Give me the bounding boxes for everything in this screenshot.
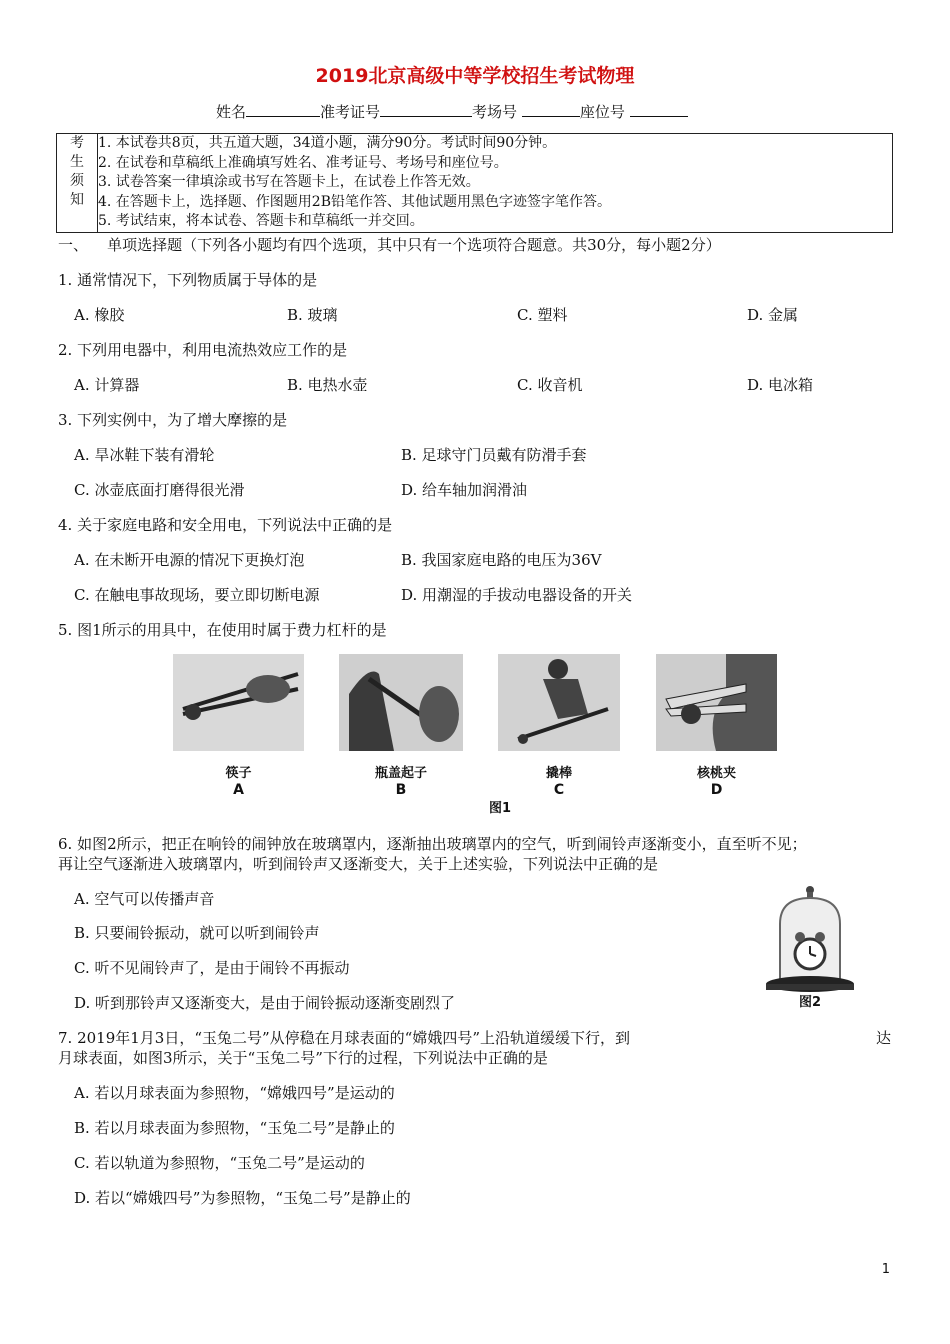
option: D. 听到那铃声又逐渐变大，是由于闹铃振动逐渐变剧烈了 [74, 994, 456, 1012]
bell-jar-image [760, 884, 860, 1008]
question-stem-end: 达 [876, 1029, 892, 1047]
figure-2-caption: 图2 [798, 995, 822, 1010]
option: B. 电热水壶 [287, 376, 368, 394]
question-stem: 再让空气逐渐进入玻璃罩内，听到闹铃声又逐渐变大，关于上述实验，下列说法中正确的是 [58, 855, 659, 873]
figure-1-item-letter: A [233, 782, 244, 798]
section-number: 一、 [58, 236, 89, 254]
option: C. 听不见闹铃声了，是由于闹铃不再振动 [74, 959, 350, 977]
question-stem: 2. 下列用电器中，利用电流热效应工作的是 [58, 341, 348, 359]
question-stem: 6. 如图2所示，把正在响铃的闹钟放在玻璃罩内，逐渐抽出玻璃罩内的空气，听到闹铃声逐渐变小，直至听不见； [58, 835, 807, 853]
seat-label: 座位号 [579, 103, 625, 121]
figure-1-item-letter: C [553, 782, 565, 798]
question-stem: 4. 关于家庭电路和安全用电，下列说法中正确的是 [58, 516, 393, 534]
option: A. 空气可以传播声音 [74, 890, 215, 908]
option: D. 金属 [747, 306, 799, 324]
notice-side-char: 须 [70, 173, 84, 189]
question-stem: 7. 2019年1月3日，“玉兔二号”从停稳在月球表面的“嫦娥四号”上沿轨道缓缓下行，到 [58, 1029, 631, 1047]
figure-1-caption: 图1 [488, 801, 512, 816]
option: D. 若以“嫦娥四号”为参照物，“玉兔二号”是静止的 [74, 1189, 411, 1207]
question-stem: 月球表面，如图3所示，关于“玉兔二号”下行的过程，下列说法中正确的是 [58, 1049, 548, 1067]
option: A. 旱冰鞋下装有滑轮 [74, 446, 215, 464]
page-number: 1 [881, 1262, 890, 1277]
section-heading [58, 234, 721, 255]
candidate-info-line [216, 101, 688, 122]
room-blank [522, 102, 580, 117]
option: D. 给车轴加润滑油 [401, 481, 528, 499]
notice-item: 5. 考试结束，将本试卷、答题卡和草稿纸一并交回。 [98, 213, 424, 229]
seat-blank [630, 102, 688, 117]
exam-id-blank [380, 102, 472, 117]
nutcracker-image [656, 654, 777, 751]
chopsticks-image [173, 654, 304, 751]
section-title: 单项选择题（下列各小题均有四个选项，其中只有一个选项符合题意。共30分，每小题2分） [107, 236, 721, 254]
figure-1-item-letter: B [395, 782, 407, 798]
figure-1-item-name: 筷子 [225, 766, 252, 781]
option: C. 塑料 [517, 306, 568, 324]
figure-2 [760, 884, 860, 1008]
exam-id-label: 准考证号 [320, 103, 381, 121]
notice-item: 2. 在试卷和草稿纸上准确填写姓名、准考证号、考场号和座位号。 [98, 154, 508, 171]
notice-side-char: 生 [70, 154, 84, 170]
figure-1-item-name: 撬棒 [545, 766, 572, 781]
option: C. 在触电事故现场，要立即切断电源 [74, 586, 320, 604]
notice-side-char: 考 [70, 135, 84, 151]
question-stem: 3. 下列实例中，为了增大摩擦的是 [58, 411, 288, 429]
candidate-notice-table [56, 133, 893, 233]
figure-1-item-name: 瓶盖起子 [374, 766, 427, 781]
notice-items [98, 134, 893, 233]
option: B. 玻璃 [287, 306, 338, 324]
option: C. 收音机 [517, 376, 583, 394]
name-blank [246, 102, 320, 117]
notice-side-label [57, 134, 98, 233]
question-stem: 1. 通常情况下，下列物质属于导体的是 [58, 271, 318, 289]
notice-item: 3. 试卷答案一律填涂或书写在答题卡上，在试卷上作答无效。 [98, 174, 480, 190]
notice-item: 4. 在答题卡上，选择题、作图题用2B铅笔作答、其他试题用黑色字迹签字笔作答。 [98, 193, 612, 210]
page-title: 2019北京高级中等学校招生考试物理 [315, 65, 635, 87]
option: B. 足球守门员戴有防滑手套 [401, 446, 587, 464]
option: B. 我国家庭电路的电压为36V [401, 551, 602, 569]
option: A. 在未断开电源的情况下更换灯泡 [74, 551, 305, 569]
name-label: 姓名 [216, 103, 247, 121]
notice-item: 1. 本试卷共8页，共五道大题，34道小题，满分90分。考试时间90分钟。 [98, 135, 557, 151]
option: A. 计算器 [74, 376, 140, 394]
crowbar-image [498, 654, 620, 751]
option: D. 用潮湿的手拔动电器设备的开关 [401, 586, 633, 604]
option: A. 若以月球表面为参照物，“嫦娥四号”是运动的 [74, 1084, 395, 1102]
option: B. 只要闹铃振动，就可以听到闹铃声 [74, 924, 320, 942]
room-label: 考场号 [472, 103, 518, 121]
option: C. 若以轨道为参照物，“玉兔二号”是运动的 [74, 1154, 365, 1172]
option: C. 冰壶底面打磨得很光滑 [74, 481, 245, 499]
bottle-opener-image [339, 654, 463, 751]
option: B. 若以月球表面为参照物，“玉兔二号”是静止的 [74, 1119, 395, 1137]
notice-side-char: 知 [70, 192, 84, 208]
question-stem: 5. 图1所示的用具中，在使用时属于费力杠杆的是 [58, 621, 387, 639]
figure-1-item-name: 核桃夹 [696, 766, 736, 781]
figure-1-item-letter: D [710, 782, 723, 798]
option: A. 橡胶 [74, 306, 125, 324]
option: D. 电冰箱 [747, 376, 814, 394]
